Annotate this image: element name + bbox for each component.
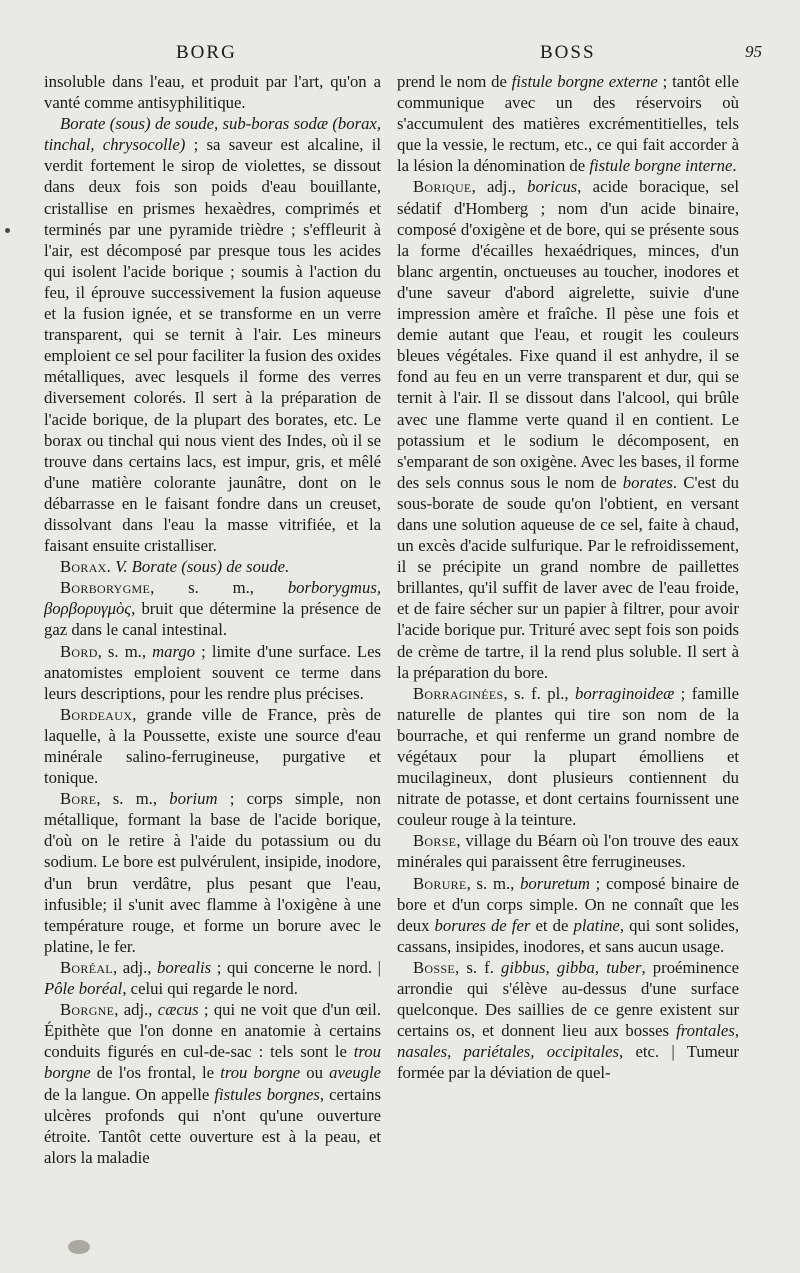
entry-text: . C'est du sous-borate de soude qu'on l'obtient, en versant dans une solution aqueuse de ce sel, faite à chaud, un excès d'acide sulfurique. Par le refroidissement, il se précipite un grand nombre de paillettes brillantes, qu'il suffit de laver avec de l'eau froide, et de faire sécher sur un papier à filtrer, pour avoir l'acide borique pur. Trituré avec sept fois son poids de crème de tartre, il la rend plus soluble. Il sert à la préparation du bore. [397, 472, 739, 682]
entry-text: ; qui concerne le nord. | [211, 957, 381, 977]
italic-term: borraginoideæ [575, 683, 675, 703]
entry-text: , adj., [114, 1000, 158, 1020]
running-head-right: BOSS [540, 42, 596, 63]
entry-text: , grande ville de France, près de laquelle, à la Poussette, existe une source d'eau minérale salino-ferrugineuse, purgative et tonique. [44, 704, 381, 788]
entry-headword: Borse [413, 831, 457, 851]
italic-term: Borate (sous) de soude, sub-boras sodæ (borax, tinchal, chrysocolle) [44, 114, 381, 155]
dictionary-entry [44, 704, 381, 788]
italic-term: frontales, nasales, pariétales, occipitales [397, 1021, 739, 1062]
italic-term: aveugle [329, 1063, 382, 1083]
dictionary-entry [397, 176, 739, 682]
entry-text: de l'os frontal, le [90, 1063, 221, 1083]
italic-term: Pôle boréal [44, 979, 123, 999]
italic-term: borates [622, 472, 673, 492]
entry-text: , s. m., [97, 641, 153, 661]
italic-term: margo [152, 641, 196, 661]
entry-headword: Borraginées [413, 683, 504, 703]
entry-headword: Borique [413, 177, 472, 197]
italic-term: V. Borate (sous) de soude. [111, 557, 290, 577]
entry-text: ; famille naturelle de plantes qui tire son nom de la bourrache, et qui renferme un grand nombre de végétaux pour la plupart émolliens et mucilagineux, dont plusieurs contiennent du nitrate de potasse, et dont certains fournissent une couleur rouge à la teinture. [397, 683, 739, 830]
entry-text: ; corps simple, non métallique, formant la base de l'acide borique, d'où on le retire à l'aide du potassium ou du sodium. Le bore est pulvérulent, insipide, inodore, d'un brun verdâtre, plus pesant que l'eau, infusible; il s'unit avec flamme à l'oxigène à une température rouge, et forme un borure avec le platine, le fer. [44, 789, 381, 956]
entry-text: , celui qui regarde le nord. [122, 979, 298, 999]
dictionary-entry [397, 957, 739, 1084]
italic-term: gibbus, gibba, tuber [501, 957, 642, 977]
entry-text: , s. m., [150, 578, 288, 598]
entry-text: . [732, 156, 737, 176]
italic-term: borium [169, 789, 218, 809]
entry-text: ; composé binaire de bore et d'un corps simple. On ne connaît que les deux [397, 873, 739, 935]
entry-headword: Borax. [60, 557, 112, 577]
dictionary-entry [397, 830, 739, 872]
entry-text: , village du Béarn où l'on trouve des eaux minérales qui paraissent être ferrugineuses. [397, 831, 739, 872]
entry-text: ; limite d'une surface. Les anatomistes emploient souvent ce terme dans leurs descriptions, pour les rendre plus précises. [44, 641, 381, 703]
left-column [44, 71, 381, 1168]
entry-text: de la langue. On appelle [44, 1084, 215, 1104]
entry-text: , s. m., [96, 789, 170, 809]
entry-text: ; qui ne voit que d'un œil. Épithète que l'on donne en anatomie à certains conduits figurés en cul-de-sac : tels sont le [44, 1000, 381, 1062]
entry-text: , s. f. [454, 957, 502, 977]
entry-headword: Borure [413, 873, 467, 893]
italic-term: borborygmus, βορβορυγμὸς [44, 578, 381, 619]
entry-headword: Boréal [60, 957, 113, 977]
entry-text: , certains ulcères profonds qui n'ont qu'une ouverture étroite. Tantôt cette ouverture est à la peau, et alors la maladie [44, 1084, 382, 1167]
dictionary-entry [44, 641, 381, 704]
italic-term: fistules borgnes [214, 1084, 320, 1104]
italic-term: fistule borgne interne [589, 156, 733, 176]
dictionary-entry [44, 113, 381, 556]
dictionary-entry [44, 788, 381, 957]
entry-text: , proéminence arrondie qui s'élève au-dessus d'une surface quelconque. Des saillies de ce genre existent sur certains os, et donnent lieu aux bosses [397, 957, 739, 1041]
dictionary-entry [44, 957, 381, 999]
entry-text: ; tantôt elle communique avec un des réservoirs où s'accumulent des matières excrémentitielles, tels que la vessie, le rectum, etc., ce qui fait accorder à la lésion la dénomination de [397, 72, 739, 176]
entry-text: , s. m., [466, 873, 521, 893]
running-head-left: BORG [176, 42, 237, 63]
italic-term: borealis [157, 957, 212, 977]
entry-text: , adj., [112, 957, 158, 977]
entry-text: , etc. | Tumeur formée par la déviation de quel- [397, 1042, 739, 1083]
entry-text: ou [300, 1063, 330, 1083]
ink-smudge [68, 1240, 90, 1254]
entry-headword: Bosse [413, 957, 455, 977]
page-number: 95 [745, 42, 762, 61]
entry-text: insoluble dans l'eau, et produit par l'art, qu'on a vanté comme antisyphilitique. [44, 72, 381, 113]
dictionary-entry [44, 556, 381, 577]
entry-headword: Borgne [60, 1000, 115, 1020]
entry-headword: Bord [60, 641, 98, 661]
entry-text: , bruit que détermine la présence de gaz dans le canal intestinal. [44, 599, 381, 640]
italic-term: borures de fer [434, 915, 531, 935]
entry-text: et de [530, 915, 574, 935]
italic-term: boruretum [520, 873, 590, 893]
entry-text: , s. f. pl., [503, 683, 576, 703]
dictionary-entry [397, 683, 739, 831]
margin-mark [5, 228, 10, 233]
dictionary-entry [44, 71, 381, 113]
entry-text: , adj., [471, 177, 528, 197]
dictionary-entry [44, 999, 381, 1168]
entry-text: , qui sont solides, cassans, insipides, inodores, et sans aucun usage. [397, 915, 740, 956]
dictionary-entry [397, 873, 739, 957]
running-head [0, 42, 800, 68]
italic-term: fistule borgne externe [511, 72, 658, 91]
italic-term: cæcus [157, 1000, 199, 1020]
entry-headword: Bordeaux [60, 704, 133, 724]
italic-term: boricus [527, 177, 578, 197]
right-column [397, 71, 739, 1084]
entry-text: ; sa saveur est alcaline, il verdit fortement le sirop de violettes, se dissout dans deux fois son poids d'eau bouillante, cristallise en prismes hexaèdres, comprimés et terminés par une pyramide trièdre ; s'effleurit à l'air, est décomposé par presque tous les acides qui isolent l'acide borique ; soumis à l'action du feu, il éprouve successivement la fusion aqueuse et la fusion ignée, et se transforme en un verre transparent, qui se ternit à l'air. Les mineurs emploient ce sel pour faciliter la fusion des oxides métalliques, avec lesquels il forme des verres diversement colorés. Il sert à la préparation de l'acide borique, de la plupart des borates, etc. Le borax ou tinchal qui nous vient des Indes, où il se trouve dans certains lacs, est impur, gris, et mêlé d'une matière colorante jaunâtre, dont on le débarrasse en le faisant fondre dans un creuset, dissolvant dans l'eau la masse vitrifiée, et la faisant ensuite cristalliser. [44, 135, 382, 556]
dictionary-entry [397, 71, 739, 176]
italic-term: trou borgne [44, 1042, 381, 1083]
entry-headword: Bore [60, 789, 97, 809]
italic-term: trou borgne [220, 1063, 301, 1083]
entry-text: prend le nom de [397, 72, 512, 91]
entry-headword: Borborygme [60, 578, 151, 598]
italic-term: platine [573, 915, 620, 935]
entry-text: , acide boracique, sel sédatif d'Homberg ; nom d'un acide binaire, composé d'oxigène et de bore, qui se présente sous la forme d'écailles hexaédriques, minces, d'un blanc argentin, onctueuses au toucher, inodores et d'une saveur d'abord aigrelette, suivie d'une impression amère et fraîche. Il pèse une fois et demie autant que l'eau, et rougit les couleurs bleues végétales. Fixe quand il est anhydre, il se fond au feu en un verre transparent et dur, qui se ternit à l'air. Il se dissout dans l'alcool, qui brûle avec une flamme verte quand il en contient. Le potassium et le sodium le décomposent, en s'emparant de son oxigène. Avec les bases, il forme des sels connus sous le nom de [397, 177, 739, 492]
dictionary-entry [44, 577, 381, 640]
